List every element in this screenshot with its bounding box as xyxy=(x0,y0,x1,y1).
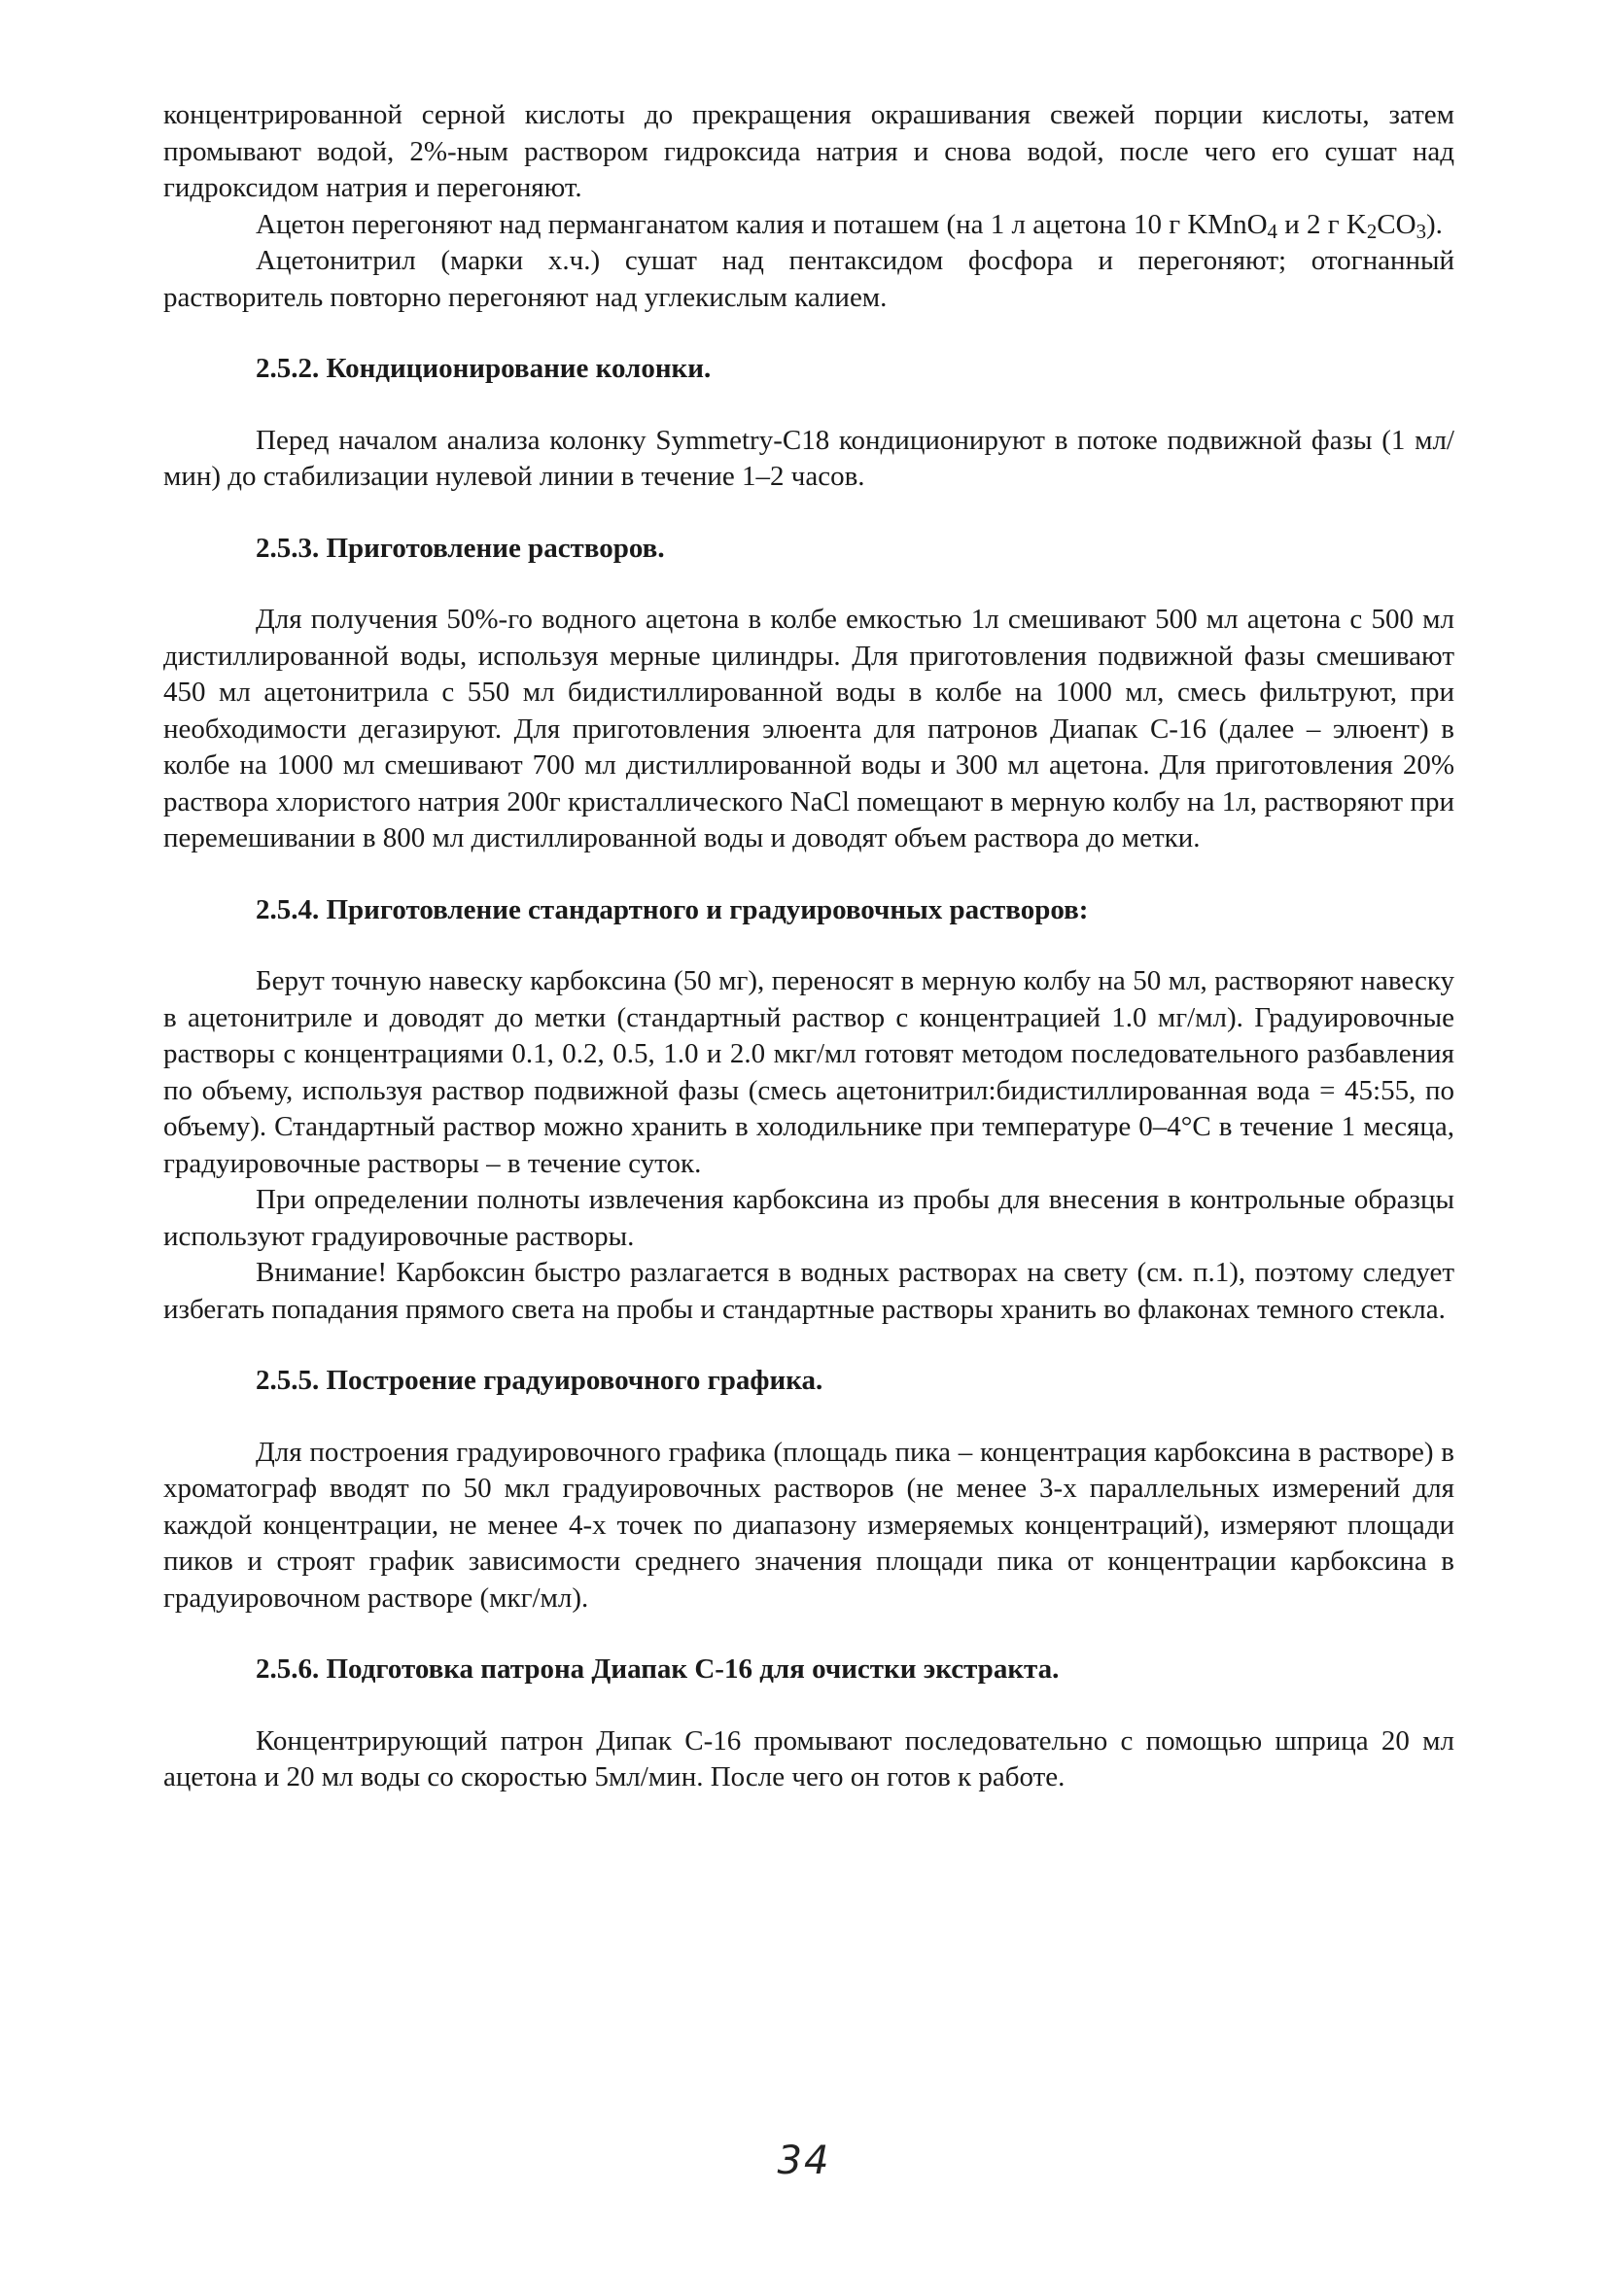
document-page xyxy=(163,97,1454,1796)
section-paragraph: Перед началом анализа колонку Symmetry-C18 кондиционируют в потоке подвижной фазы (1 мл/мин) до стабилизации нулевой линии в течение 1–2 часов. xyxy=(163,424,1454,492)
warning-paragraph: Внимание! Карбоксин быстро разлагается в водных растворах на свету (см. п.1), поэтому следует избегать попадания прямого света на пробы и стандартные растворы хранить во флаконах темного стекла. xyxy=(163,1257,1454,1325)
section-heading: 2.5.5. Построение градуировочного графика. xyxy=(256,1365,823,1396)
acetone-text-part: ). xyxy=(1426,208,1443,240)
section-paragraph: При определении полноты извлечения карбоксина из пробы для внесения в контрольные образцы используют градуировочные растворы. xyxy=(163,1184,1454,1252)
acetone-text-part: Ацетон перегоняют над перманганатом калия и поташем (на 1 л ацетона 10 г KMnO xyxy=(256,208,1268,240)
section-heading: 2.5.4. Приготовление стандартного и градуировочных растворов: xyxy=(256,893,1089,925)
section-paragraph: Для построения градуировочного графика (площадь пика – концентрация карбоксина в растворе) в хроматограф вводят по 50 мкл градуировочных растворов (не менее 3-х параллельных измерений для каждой концентрации, не менее 4-х точек по диапазону измеряемых концентраций), измеряют площади пиков и строят график зависимости среднего значения площади пика от концентрации карбоксина в градуировочном растворе (мкг/мл). xyxy=(163,1436,1454,1614)
acetone-paragraph xyxy=(163,207,1454,244)
section-heading: 2.5.2. Кондиционирование колонки. xyxy=(256,353,712,384)
intro-paragraph: концентрированной серной кислоты до прекращения окрашивания свежей порции кислоты, затем промывают водой, 2%-ным раствором гидроксида натрия и снова водой, после чего его сушат над гидроксидом натрия и перегоняют. xyxy=(163,99,1454,203)
section-heading: 2.5.6. Подготовка патрона Диапак С-16 для очистки экстракта. xyxy=(256,1653,1060,1685)
subscript: 4 xyxy=(1267,219,1277,243)
page-number: 34 xyxy=(777,2139,831,2183)
acetonitrile-paragraph: Ацетонитрил (марки х.ч.) сушат над пентаксидом фосфора и перегоняют; отогнанный растворитель повторно перегоняют над углекислым калием. xyxy=(163,245,1454,313)
acetone-text-part: CO xyxy=(1377,208,1416,240)
section-paragraph: Берут точную навеску карбоксина (50 мг), переносят в мерную колбу на 50 мл, растворяют навеску в ацетонитриле и доводят до метки (стандартный раствор с концентрацией 1.0 мг/мл). Градуировочные растворы с концентрациями 0.1, 0.2, 0.5, 1.0 и 2.0 мкг/мл готовят методом последовательного разбавления по объему, используя раствор подвижной фазы (смесь ацетонитрил:бидистиллированная вода = 45:55, по объему). Стандартный раствор можно хранить в холодильнике при температуре 0–4°С в течение 1 месяца, градуировочные растворы – в течение суток. xyxy=(163,965,1454,1179)
subscript: 2 xyxy=(1366,219,1378,243)
section-heading: 2.5.3. Приготовление растворов. xyxy=(256,532,665,564)
acetone-text-part: и 2 г K xyxy=(1276,208,1367,240)
section-paragraph: Для получения 50%-го водного ацетона в колбе емкостью 1л смешивают 500 мл ацетона с 500 мл дистиллированной воды, используя мерные цилиндры. Для приготовления подвижной фазы смешивают 450 мл ацетонитрила с 550 мл бидистиллированной воды в колбе на 1000 мл, смесь фильтруют, при необходимости дегазируют. Для приготовления элюента для патронов Диапак С-16 (далее – элюент) в колбе на 1000 мл смешивают 700 мл дистиллированной воды и 300 мл ацетона. Для приготовления 20% раствора хлористого натрия 200г кристаллического NaCl помещают в мерную колбу на 1л, растворяют при перемешивании в 800 мл дистиллированной воды и доводят объем раствора до метки. xyxy=(163,604,1454,853)
section-paragraph: Концентрирующий патрон Дипак С-16 промывают последовательно с помощью шприца 20 мл ацетона и 20 мл воды со скоростью 5мл/мин. После чего он готов к работе. xyxy=(163,1724,1454,1792)
subscript: 3 xyxy=(1416,219,1426,243)
